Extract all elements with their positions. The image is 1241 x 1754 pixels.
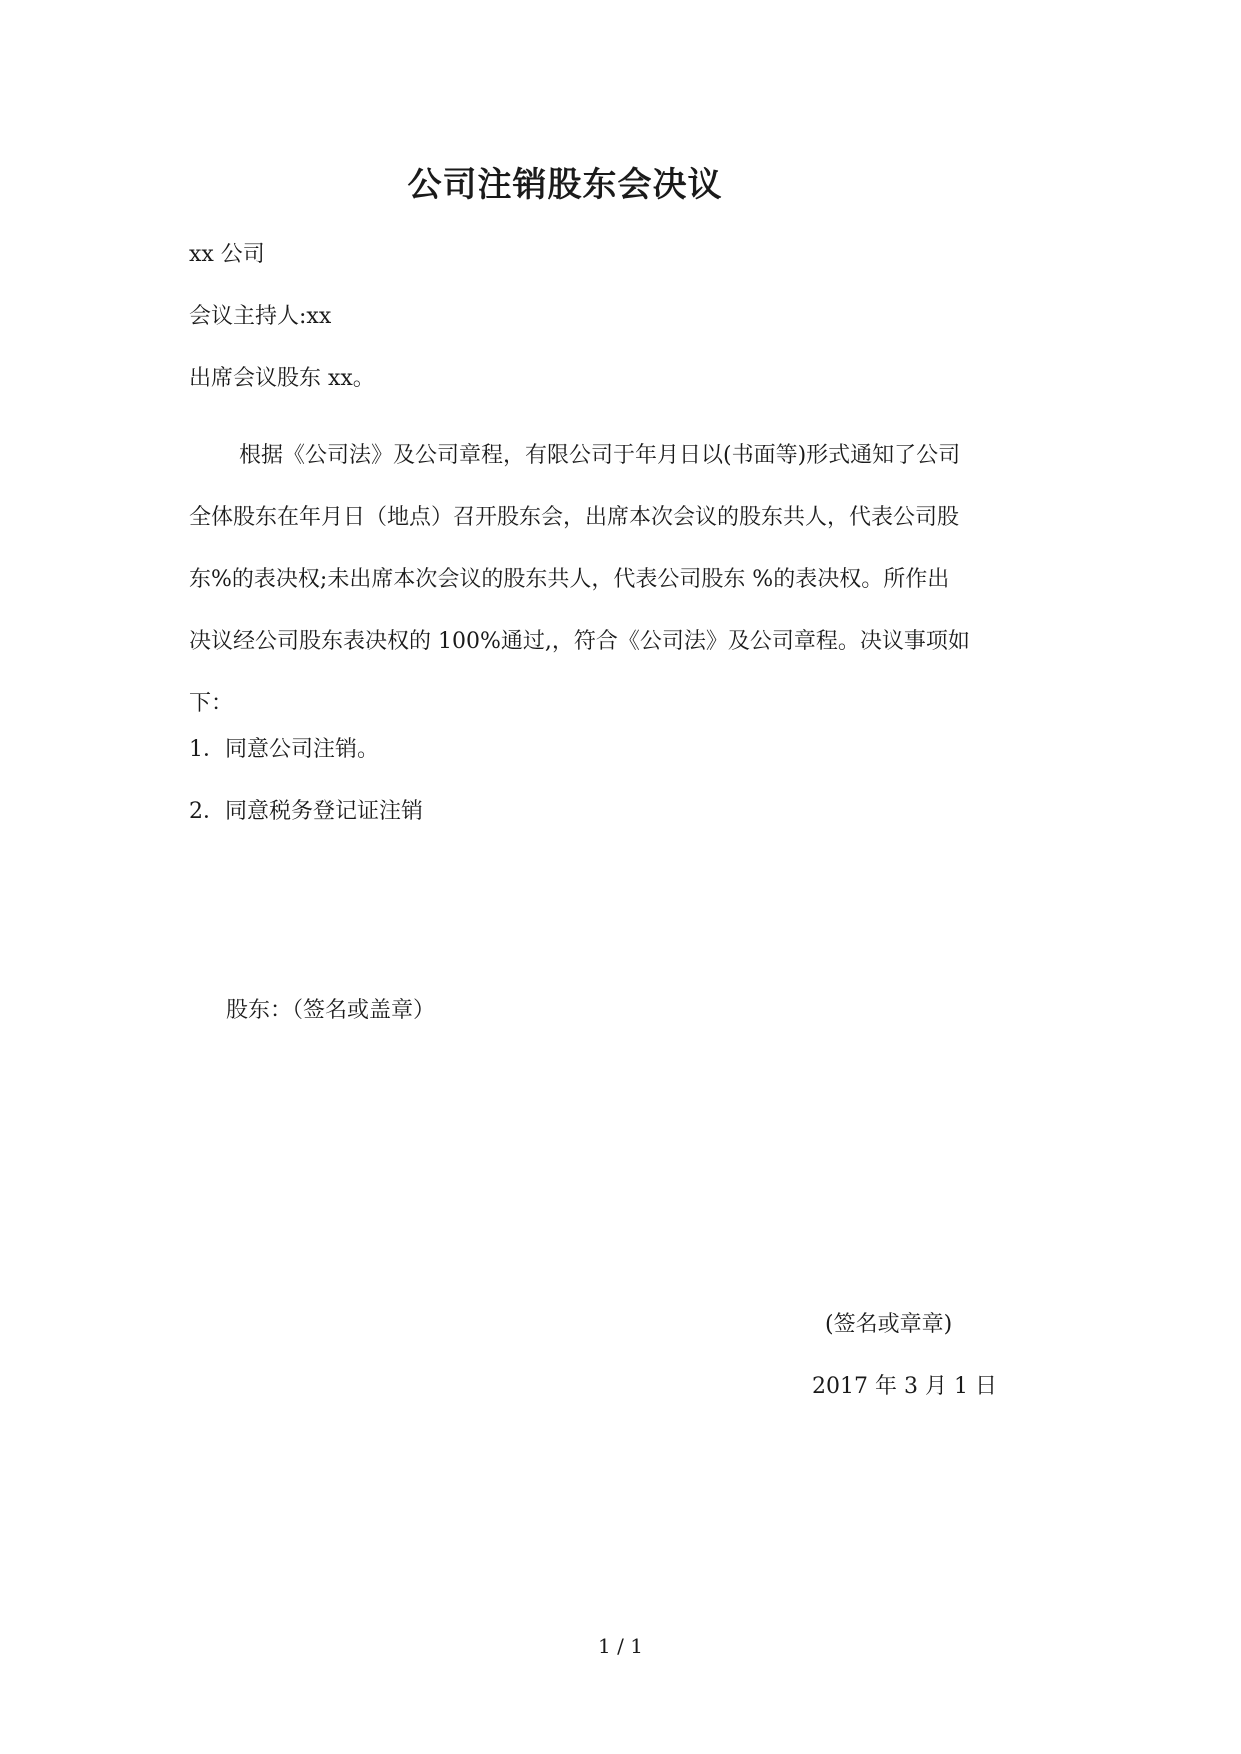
meeting-attendees: 出席会议股东 xx。 xyxy=(189,366,375,391)
body-line: 东%的表决权;未出席本次会议的股东共人，代表公司股东 %的表决权。所作出 xyxy=(189,567,950,592)
document-title: 公司注销股东会决议 xyxy=(407,165,723,205)
resolution-body-paragraph xyxy=(189,425,1059,735)
seal-signature-label: (签名或章章) xyxy=(825,1312,953,1337)
resolution-item-2: 2．同意税务登记证注销 xyxy=(189,799,423,824)
body-line: 全体股东在年月日（地点）召开股东会，出席本次会议的股东共人，代表公司股 xyxy=(189,505,960,530)
document-date: 2017 年 3 月 1 日 xyxy=(812,1374,997,1399)
body-line: 下： xyxy=(189,691,234,716)
body-line: 决议经公司股东表决权的 100%通过,，符合《公司法》及公司章程。决议事项如 xyxy=(189,629,970,654)
shareholder-signature-label: 股东：（签名或盖章） xyxy=(226,998,436,1023)
company-name: xx 公司 xyxy=(189,242,265,267)
page-number: 1 / 1 xyxy=(598,1634,643,1658)
body-line: 根据《公司法》及公司章程，有限公司于年月日以(书面等)形式通知了公司 xyxy=(239,443,961,468)
meeting-host: 会议主持人:xx xyxy=(189,304,332,329)
resolution-item-1: 1．同意公司注销。 xyxy=(189,737,379,762)
